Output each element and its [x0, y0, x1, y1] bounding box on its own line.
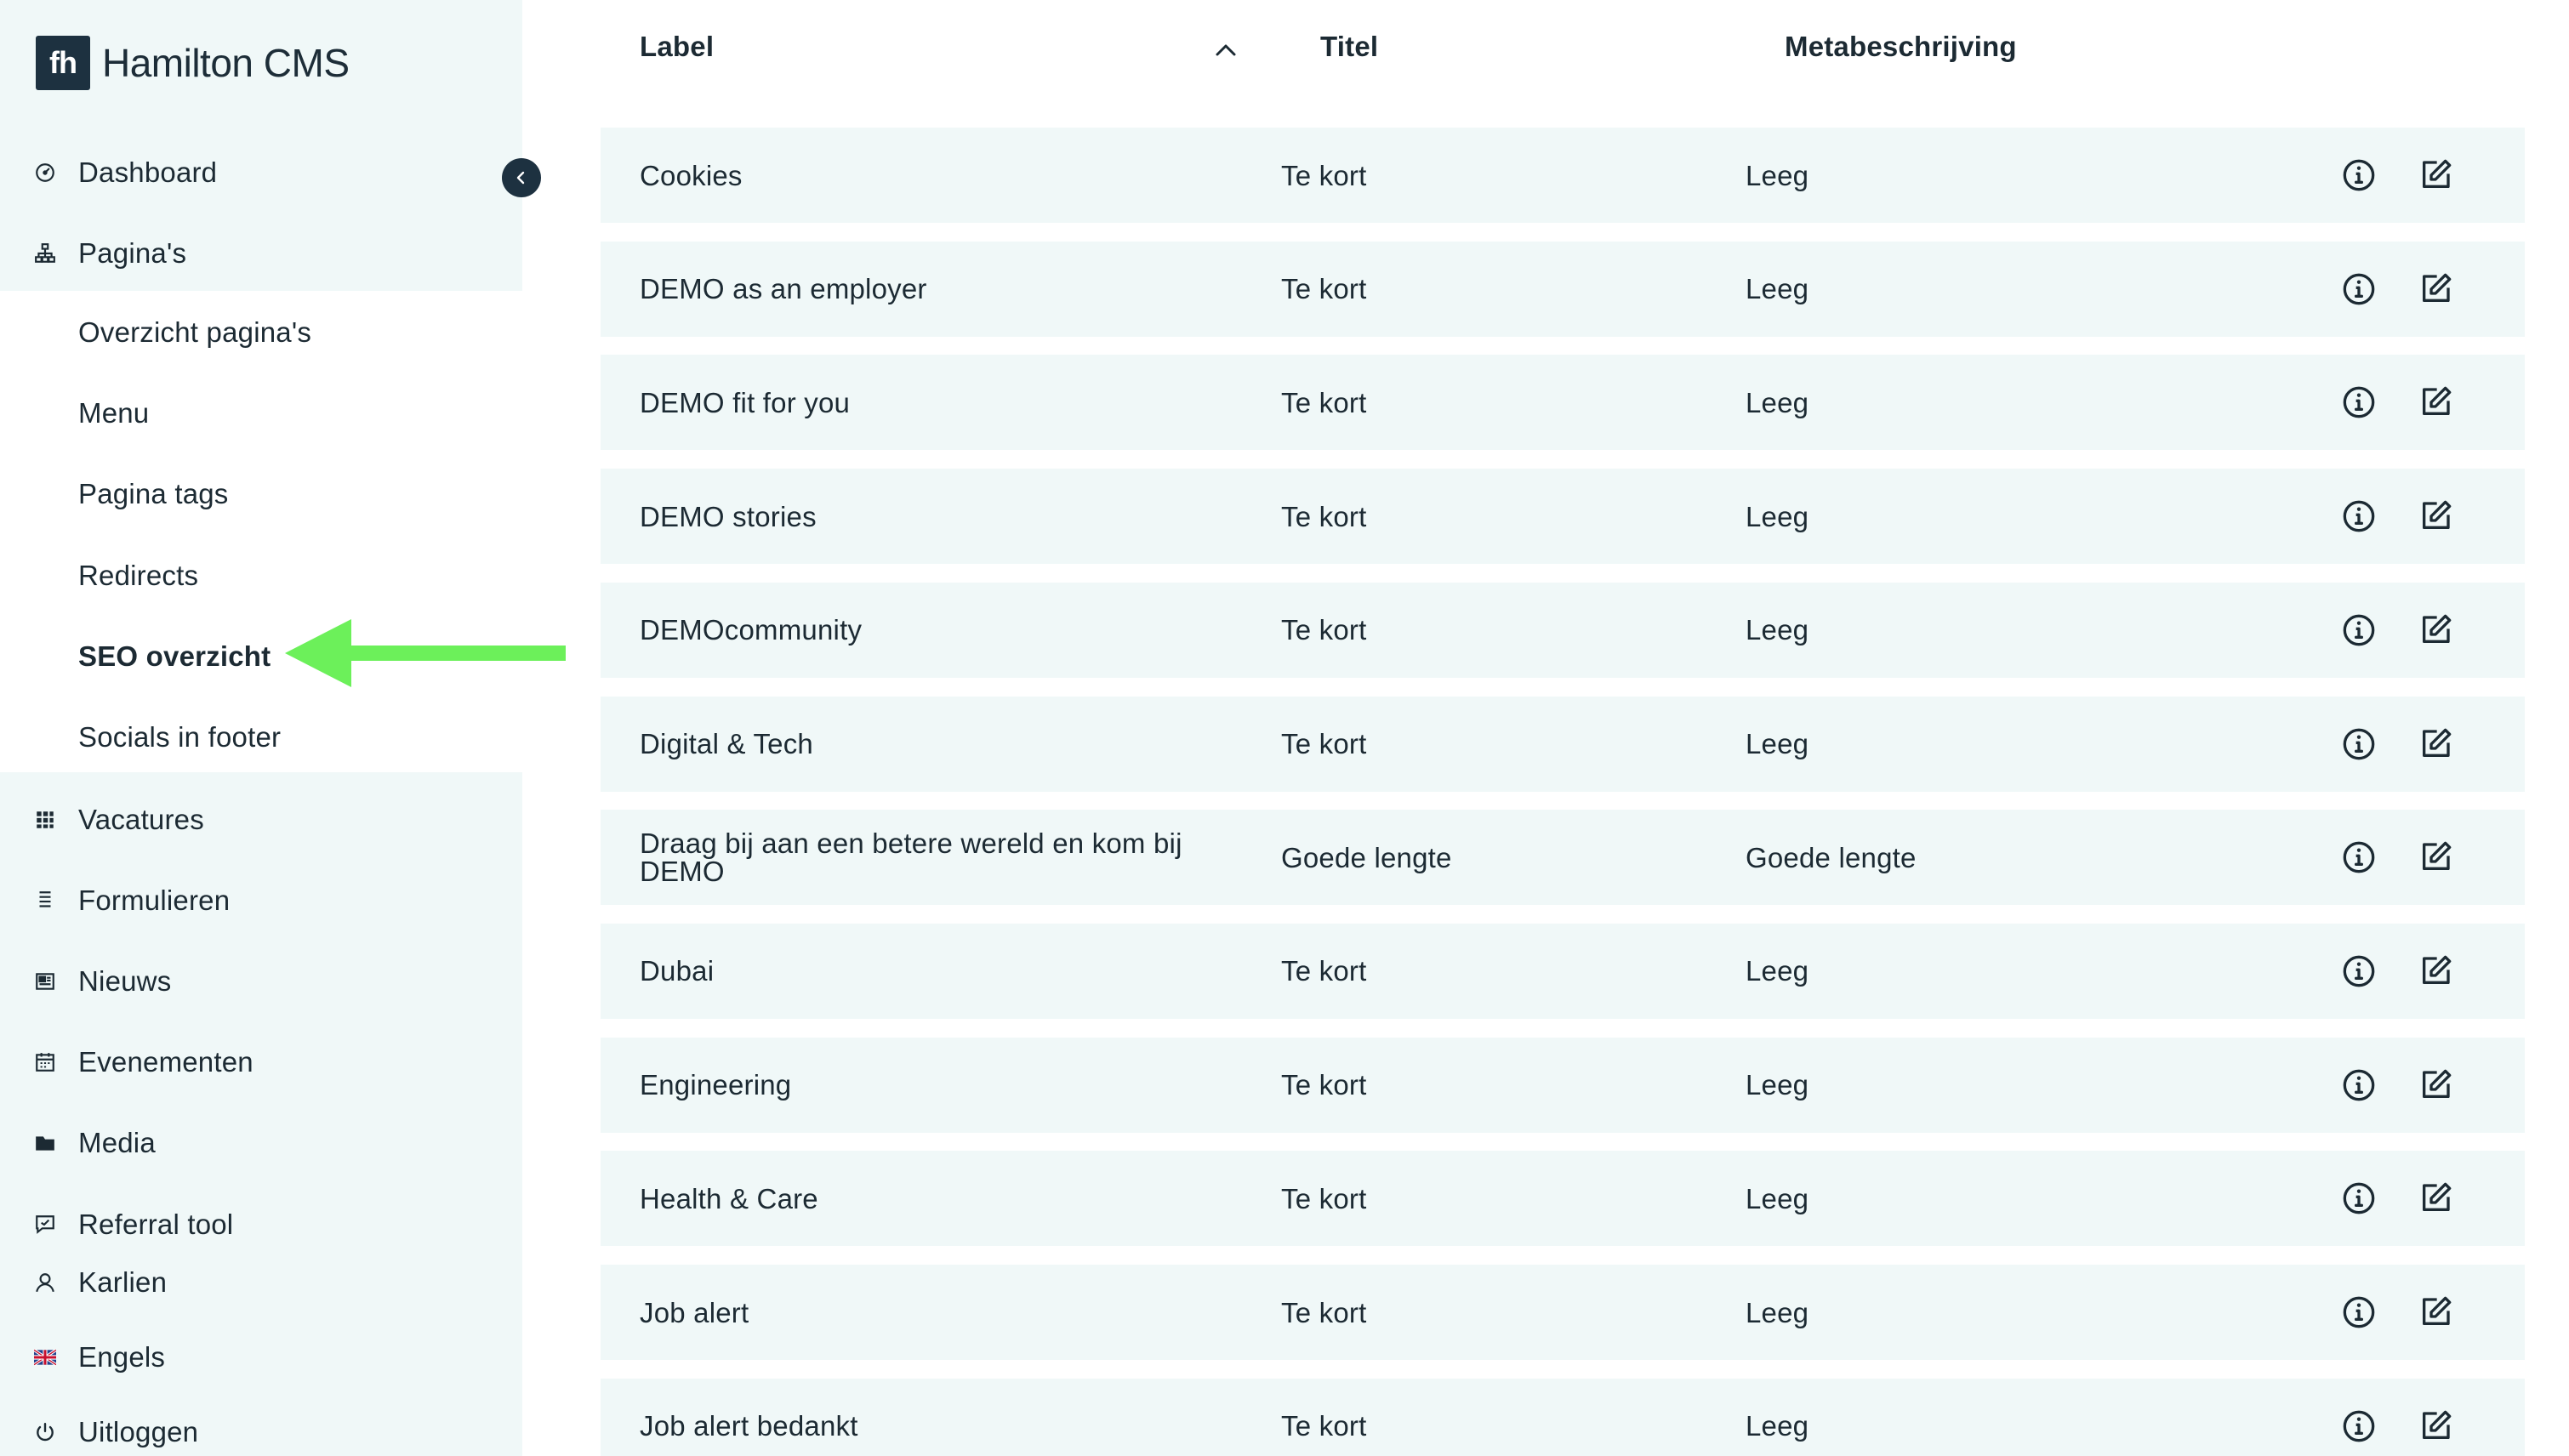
submenu-item-label: Redirects [78, 560, 199, 591]
cell-metabeschrijving: Leeg [1746, 955, 1809, 987]
info-icon[interactable] [2340, 839, 2378, 876]
sidebar-item-label: Media [78, 1127, 156, 1158]
sidebar-item-label: Pagina's [78, 237, 187, 269]
cell-titel: Te kort [1281, 728, 1367, 759]
cell-titel: Te kort [1281, 1296, 1367, 1328]
sidebar-item-label: Formulieren [78, 884, 231, 916]
submenu-item-label: Socials in footer [78, 721, 282, 753]
cell-metabeschrijving: Goede lengte [1746, 841, 1917, 873]
sidebar-item-label: Engels [78, 1341, 166, 1373]
info-icon[interactable] [2340, 725, 2378, 763]
table-row[interactable] [601, 810, 2525, 905]
info-icon[interactable] [2340, 270, 2378, 308]
sitemap-icon [32, 241, 58, 266]
brand-name: Hamilton CMS [102, 41, 350, 85]
cell-titel: Te kort [1281, 1069, 1367, 1101]
edit-icon[interactable] [2417, 270, 2454, 308]
cell-titel: Te kort [1281, 1410, 1367, 1442]
edit-icon[interactable] [2417, 839, 2454, 876]
brand-mark: fh [36, 36, 90, 90]
collapse-sidebar-button[interactable] [502, 158, 541, 197]
cell-label: Draag bij aan een betere wereld en kom bij DEMO [640, 828, 1182, 888]
info-icon[interactable] [2340, 611, 2378, 649]
edit-icon[interactable] [2417, 953, 2454, 990]
cell-metabeschrijving: Leeg [1746, 500, 1809, 532]
table-row[interactable] [601, 583, 2525, 678]
sidebar-item-evenementen[interactable] [0, 1032, 522, 1093]
sidebar-item-dashboard[interactable] [0, 142, 522, 203]
cell-label: DEMO as an employer [640, 273, 927, 305]
table-row[interactable] [601, 697, 2525, 792]
table-row[interactable] [601, 1151, 2525, 1246]
column-header-metabeschrijving[interactable]: Metabeschrijving [1785, 31, 2017, 62]
submenu-item-pagina-tags[interactable] [0, 464, 522, 525]
info-icon[interactable] [2340, 1180, 2378, 1217]
cell-metabeschrijving: Leeg [1746, 1069, 1809, 1101]
table-row[interactable] [601, 1265, 2525, 1360]
table-row[interactable] [601, 355, 2525, 450]
edit-icon[interactable] [2417, 725, 2454, 763]
sidebar-item-vacatures[interactable] [0, 789, 522, 850]
cell-metabeschrijving: Leeg [1746, 386, 1809, 418]
user-icon [32, 1270, 58, 1295]
table-row[interactable] [601, 1038, 2525, 1133]
sidebar-item-label: Referral tool [78, 1209, 234, 1240]
cell-metabeschrijving: Leeg [1746, 1182, 1809, 1214]
info-icon[interactable] [2340, 498, 2378, 535]
edit-icon[interactable] [2417, 498, 2454, 535]
uk-flag-icon [32, 1345, 58, 1370]
cell-label: DEMO stories [640, 500, 817, 532]
edit-icon[interactable] [2417, 1180, 2454, 1217]
cell-titel: Te kort [1281, 500, 1367, 532]
sidebar-item-account[interactable] [0, 1252, 522, 1313]
sidebar-item-uitloggen[interactable] [0, 1402, 522, 1456]
newspaper-icon [32, 969, 58, 994]
column-header-label[interactable]: Label [640, 31, 715, 62]
table-header [522, 0, 2569, 102]
cell-titel: Te kort [1281, 614, 1367, 646]
info-icon[interactable] [2340, 1408, 2378, 1445]
submenu-item-label: Overzicht pagina's [78, 316, 312, 348]
edit-icon[interactable] [2417, 384, 2454, 421]
cell-label: Digital & Tech [640, 728, 813, 759]
edit-icon[interactable] [2417, 611, 2454, 649]
table-row[interactable] [601, 242, 2525, 337]
sidebar-item-label: Uitloggen [78, 1416, 199, 1447]
sidebar [0, 0, 522, 1456]
power-icon [32, 1419, 58, 1445]
info-icon[interactable] [2340, 953, 2378, 990]
cell-metabeschrijving: Leeg [1746, 1410, 1809, 1442]
sidebar-item-label: Karlien [78, 1266, 168, 1298]
submenu-item-overzicht-paginas[interactable] [0, 302, 522, 363]
submenu-paginas [0, 291, 522, 772]
sidebar-item-referral-tool[interactable] [0, 1194, 522, 1255]
edit-icon[interactable] [2417, 1408, 2454, 1445]
submenu-item-redirects[interactable] [0, 545, 522, 606]
submenu-item-label: SEO overzicht [78, 640, 271, 672]
cell-label: Engineering [640, 1069, 792, 1101]
cell-label: Job alert [640, 1296, 749, 1328]
cell-titel: Te kort [1281, 159, 1367, 191]
cell-label: DEMOcommunity [640, 614, 863, 646]
column-header-titel[interactable]: Titel [1320, 31, 1379, 62]
cell-label: Dubai [640, 955, 715, 987]
cell-titel: Goede lengte [1281, 841, 1452, 873]
seo-overview-table [522, 0, 2569, 1456]
edit-icon[interactable] [2417, 1066, 2454, 1104]
info-icon[interactable] [2340, 156, 2378, 194]
table-row[interactable] [601, 1379, 2525, 1456]
sidebar-item-label: Evenementen [78, 1046, 253, 1078]
dashboard-gauge-icon [32, 160, 58, 185]
cell-metabeschrijving: Leeg [1746, 614, 1809, 646]
sidebar-item-paginas[interactable] [0, 223, 522, 284]
edit-icon[interactable] [2417, 156, 2454, 194]
cell-label: Health & Care [640, 1182, 818, 1214]
cell-label: DEMO fit for you [640, 386, 851, 418]
sort-ascending-chevron-icon[interactable] [1213, 39, 1239, 60]
table-row[interactable] [601, 469, 2525, 564]
cell-titel: Te kort [1281, 955, 1367, 987]
cell-titel: Te kort [1281, 273, 1367, 305]
annotation-arrow-icon [285, 619, 566, 687]
cell-metabeschrijving: Leeg [1746, 273, 1809, 305]
sidebar-item-formulieren[interactable] [0, 870, 522, 931]
info-icon[interactable] [2340, 1294, 2378, 1331]
chevron-left-icon [513, 169, 530, 186]
submenu-item-menu[interactable] [0, 383, 522, 444]
cell-titel: Te kort [1281, 1182, 1367, 1214]
cell-metabeschrijving: Leeg [1746, 728, 1809, 759]
folder-icon [32, 1130, 58, 1156]
table-row[interactable] [601, 128, 2525, 223]
submenu-item-socials-in-footer[interactable] [0, 707, 522, 768]
cell-metabeschrijving: Leeg [1746, 1296, 1809, 1328]
chat-bubble-icon [32, 1212, 58, 1237]
submenu-item-label: Pagina tags [78, 478, 229, 509]
sidebar-item-media[interactable] [0, 1112, 522, 1174]
table-row[interactable] [601, 924, 2525, 1019]
cell-label: Cookies [640, 159, 743, 191]
cell-metabeschrijving: Leeg [1746, 159, 1809, 191]
sidebar-item-label: Dashboard [78, 156, 218, 188]
cell-titel: Te kort [1281, 386, 1367, 418]
brand-logo[interactable] [36, 36, 350, 90]
sidebar-item-nieuws[interactable] [0, 951, 522, 1012]
grid-icon [32, 807, 58, 833]
sidebar-item-language[interactable] [0, 1327, 522, 1388]
form-list-icon [32, 888, 58, 913]
sidebar-item-label: Nieuws [78, 965, 172, 997]
info-icon[interactable] [2340, 1066, 2378, 1104]
cell-label: Job alert bedankt [640, 1410, 858, 1442]
calendar-icon [32, 1049, 58, 1075]
sidebar-item-label: Vacatures [78, 804, 204, 835]
info-icon[interactable] [2340, 384, 2378, 421]
submenu-item-label: Menu [78, 397, 150, 429]
edit-icon[interactable] [2417, 1294, 2454, 1331]
